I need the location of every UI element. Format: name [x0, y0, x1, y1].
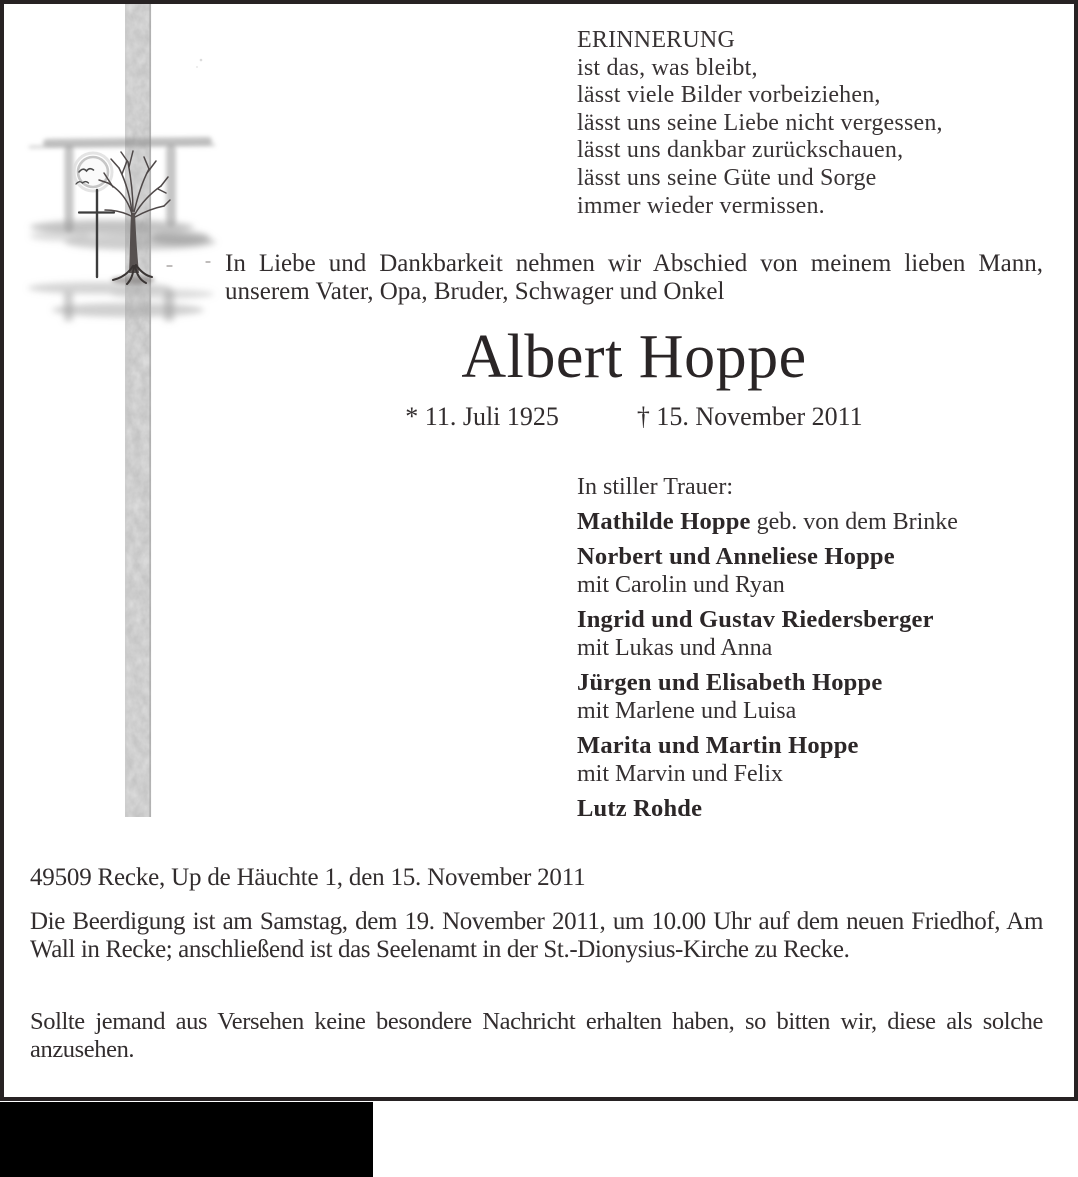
- mourner-entry: [577, 732, 958, 788]
- mourner-name: Mathilde Hoppe: [577, 508, 751, 535]
- mourner-children: mit Marvin und Felix: [577, 761, 783, 787]
- poem-line: lässt uns seine Liebe nicht vergessen,: [577, 109, 943, 136]
- intro-paragraph: In Liebe und Dankbarkeit nehmen wir Abschied von meinem lieben Mann, unserem Vater, Opa, Bruder, Schwager und Onkel: [225, 250, 1043, 305]
- mourner-entry: [577, 606, 958, 662]
- poem-line: lässt uns dankbar zurückschauen,: [577, 137, 904, 164]
- mourner-suffix: geb. von dem Brinke: [756, 509, 958, 535]
- mourner-name: Ingrid und Gustav Riedersberger: [577, 606, 934, 633]
- mourner-name: Jürgen und Elisabeth Hoppe: [577, 669, 883, 696]
- poem-line: immer wieder vermissen.: [577, 192, 825, 219]
- mourner-entry: [577, 669, 958, 725]
- mourning-block: [577, 473, 958, 823]
- deceased-name: Albert Hoppe: [461, 323, 807, 391]
- death-date: † 15. November 2011: [636, 402, 863, 431]
- mourner-children: mit Carolin und Ryan: [577, 572, 785, 598]
- mourner-children: mit Lukas und Anna: [577, 635, 773, 661]
- poem-block: [577, 27, 943, 220]
- mourner-entry: [577, 543, 958, 599]
- mourning-heading: In stiller Trauer:: [577, 474, 733, 500]
- address-dateline: 49509 Recke, Up de Häuchte 1, den 15. November 2011: [30, 864, 586, 891]
- mourner-children: mit Marlene und Luisa: [577, 698, 797, 724]
- mourner-name: Lutz Rohde: [577, 795, 703, 822]
- mourner-entry: [577, 795, 958, 823]
- poem-title: ERINNERUNG: [577, 27, 735, 53]
- mourner-name: Norbert und Anneliese Hoppe: [577, 543, 895, 570]
- mourner-name: Marita und Martin Hoppe: [577, 732, 859, 759]
- funeral-info: Die Beerdigung ist am Samstag, dem 19. November 2011, um 10.00 Uhr auf dem neuen Friedhof, Am Wall in Recke; anschließend ist das Seelenamt in der St.-Dionysius-Kirche zu Recke.: [30, 908, 1043, 963]
- life-dates: [225, 402, 1043, 432]
- closing-note: Sollte jemand aus Versehen keine besondere Nachricht erhalten haben, so bitten wir, diese als solche anzusehen.: [30, 1008, 1043, 1063]
- poem-line: lässt uns seine Güte und Sorge: [577, 164, 877, 191]
- birth-date: * 11. Juli 1925: [405, 402, 559, 431]
- black-redaction-box: [0, 1102, 373, 1177]
- poem-line: lässt viele Bilder vorbeiziehen,: [577, 82, 881, 109]
- mourner-entry: [577, 508, 958, 536]
- poem-line: ist das, was bleibt,: [577, 54, 758, 81]
